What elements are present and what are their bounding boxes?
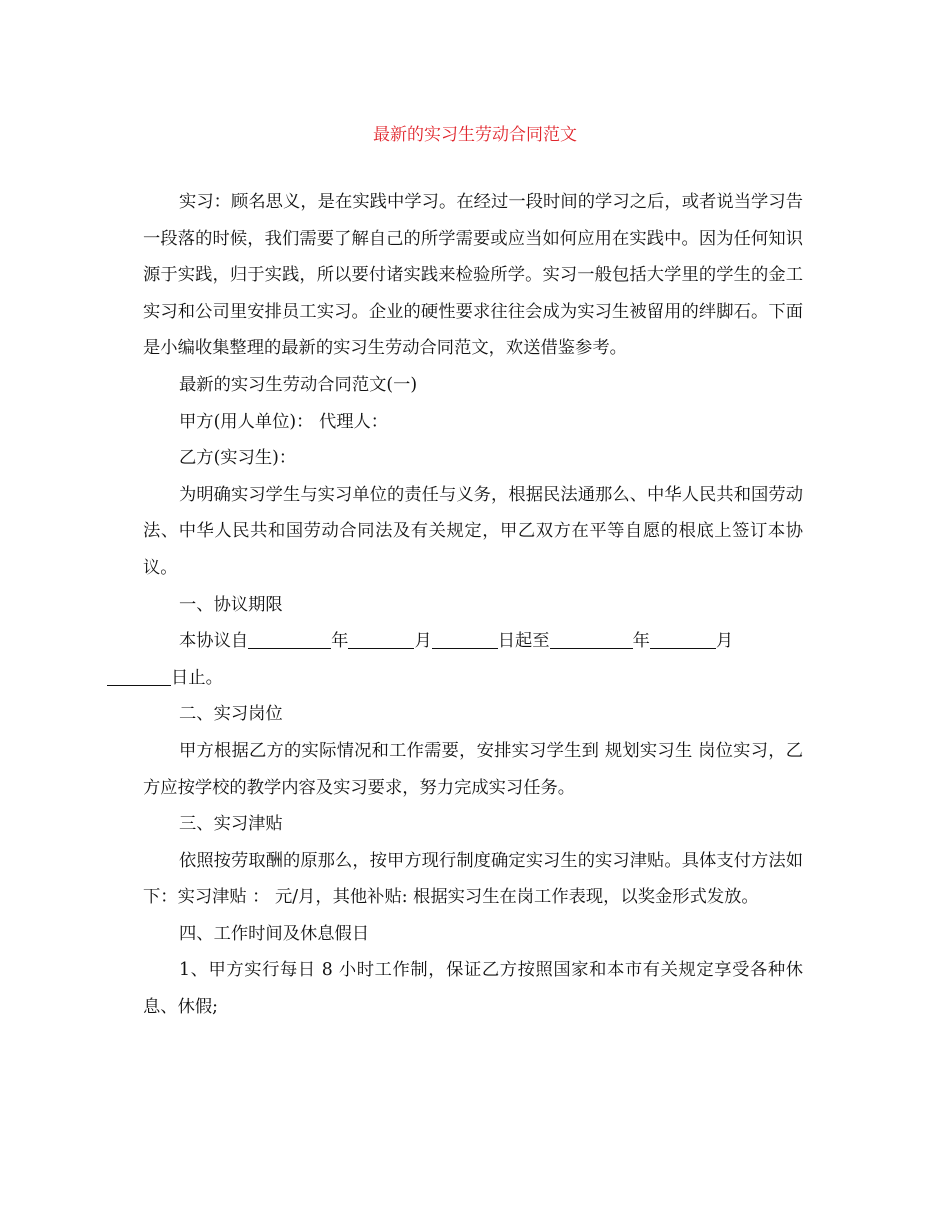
clause-4-item-1: 1、甲方实行每日 8 小时工作制，保证乙方按照国家和本市有关规定享受各种休息、休假; (143, 960, 803, 1018)
clause-1-prefix: 本协议自 (179, 631, 249, 652)
clause-2-text: 甲方根据乙方的实际情况和工作需要，安排实习学生到 规划实习生 岗位实习，乙方应按学校的教学内容及实习要求，努力完成实习任务。 (143, 740, 803, 798)
clause-3-text: 依照按劳取酬的原那么，按甲方现行制度确定实习生的实习津贴。具体支付方法如下：实习津贴 ： 元/月，其他补贴: 根据实习生在岗工作表现，以奖金形式发放。 (143, 850, 803, 908)
document-body (143, 184, 803, 1026)
clause-1-end-label: 日止。 (171, 667, 223, 688)
clause-2-heading: 二、实习岗位 (179, 704, 283, 725)
intro-paragraph: 实习：顾名思义，是在实践中学习。在经过一段时间的学习之后，或者说当学习告一段落的时候，我们需要了解自己的所学需要或应当如何应用在实践中。因为任何知识源于实践，归于实践，所以要付诸实践来检验所学。实习一般包括大学里的学生的金工实习和公司里安排员工实习。企业的硬性要求往往会成为实习生被留用的绊脚石。下面是小编收集整理的最新的实习生劳动合同范文，欢送借鉴参考。 (143, 192, 803, 359)
party-a-line: 甲方(用人单位)： 代理人： (179, 411, 389, 432)
clause-1-day-start-label: 日起至 (497, 631, 550, 652)
end-day-blank (107, 665, 171, 686)
clause-1-heading: 一、协议期限 (179, 594, 283, 615)
start-year-blank (248, 628, 331, 649)
party-b-line: 乙方(实习生)： (179, 448, 297, 469)
start-month-blank (348, 628, 414, 649)
clause-1-year-label: 年 (331, 631, 349, 652)
section-heading: 最新的实习生劳动合同范文(一) (179, 374, 418, 395)
clause-1-year2-label: 年 (632, 631, 650, 652)
end-year-blank (550, 628, 633, 649)
start-day-blank (432, 628, 498, 649)
preamble-paragraph: 为明确实习学生与实习单位的责任与义务，根据民法通那么、中华人民共和国劳动法、中华人民共和国劳动合同法及有关规定，甲乙双方在平等自愿的根底上签订本协议。 (143, 484, 803, 578)
clause-4-heading: 四、工作时间及休息假日 (179, 923, 370, 944)
clause-3-heading: 三、实习津贴 (179, 814, 283, 835)
document-title: 最新的实习生劳动合同范文 (373, 125, 577, 145)
clause-1-month2-label: 月 (715, 631, 734, 652)
clause-1-month-label: 月 (414, 631, 432, 652)
end-month-blank (650, 628, 716, 649)
clause-1-text (143, 623, 803, 696)
